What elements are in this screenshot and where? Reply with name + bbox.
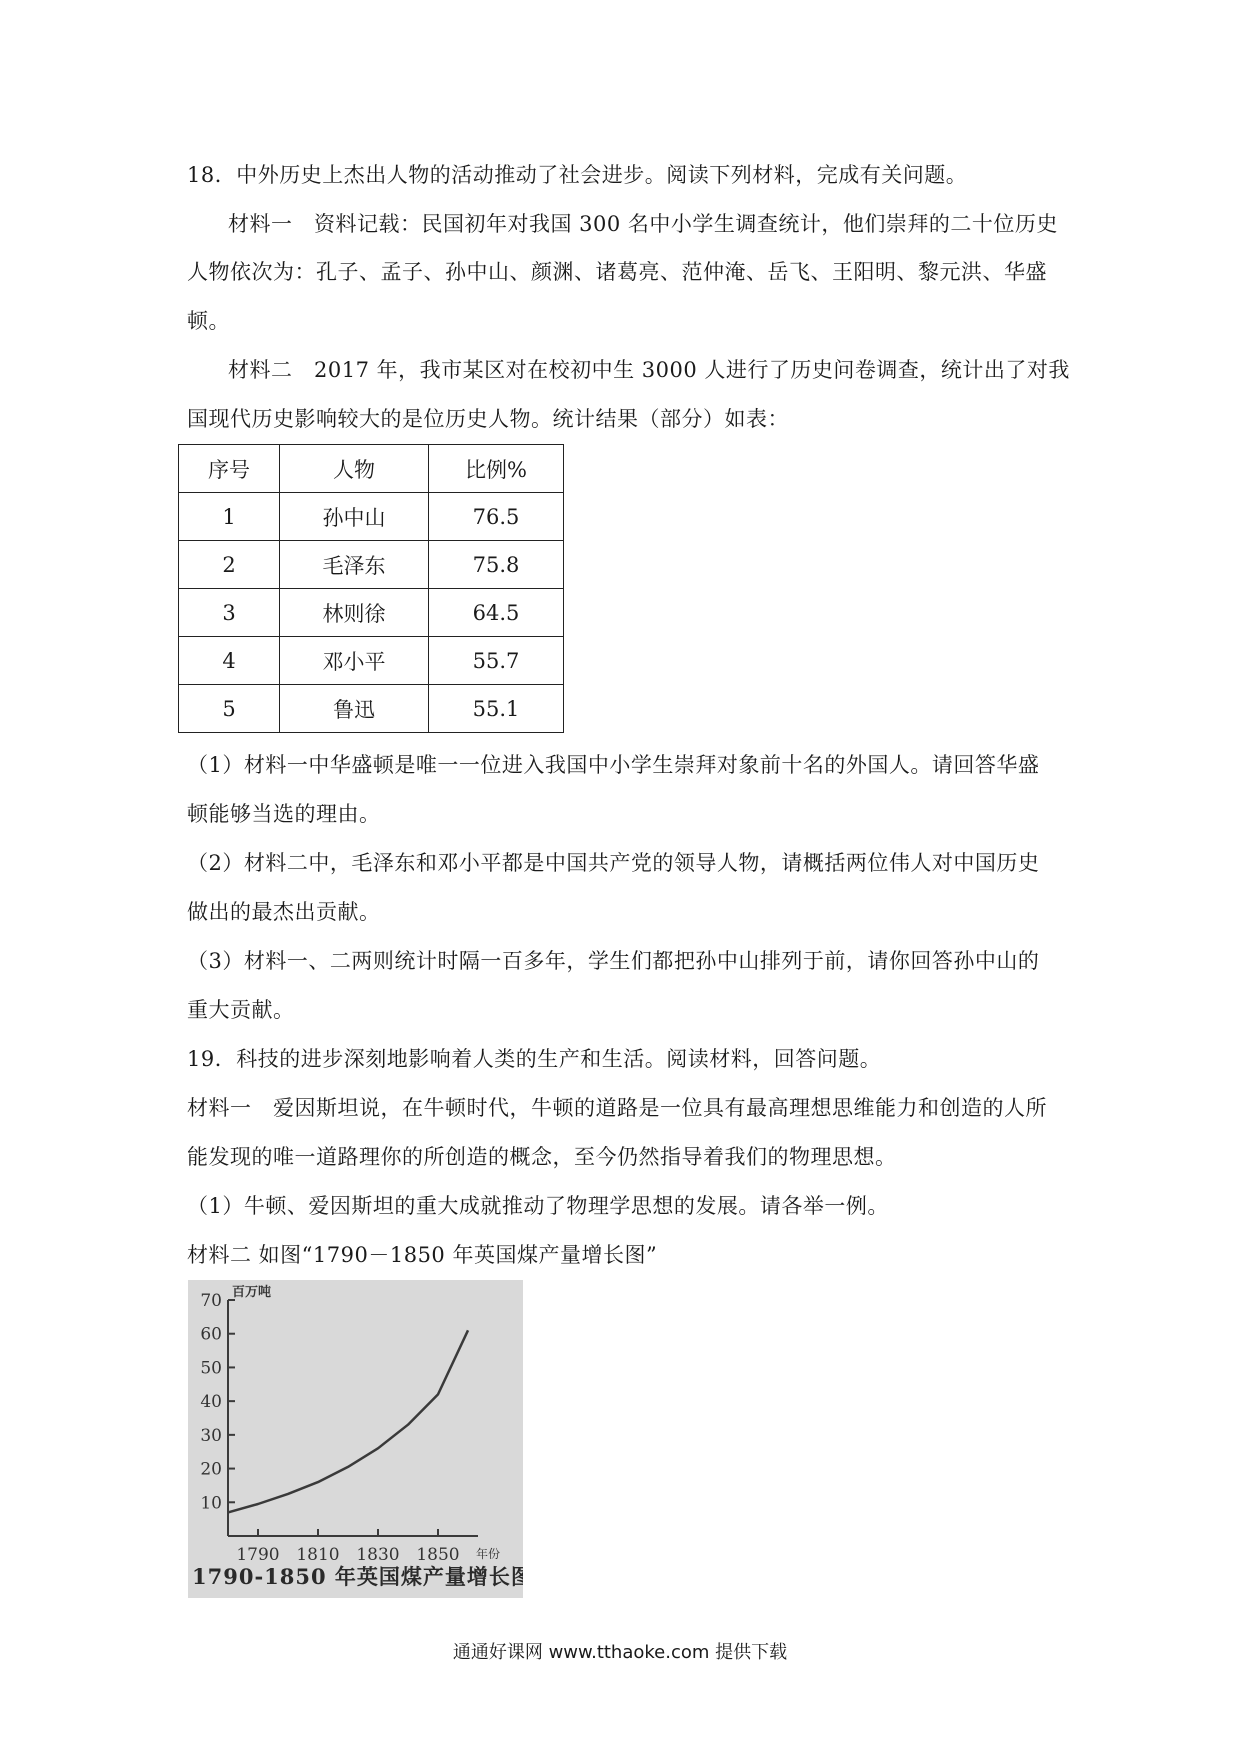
cell-ratio: 55.1 [429, 685, 564, 733]
cell-person: 孙中山 [280, 493, 429, 541]
cell-index: 3 [179, 589, 280, 637]
q18-question2-line2: 做出的最杰出贡献。 [187, 900, 381, 924]
q19-material1-line2: 能发现的唯一道路理你的所创造的概念，至今仍然指导着我们的物理思想。 [187, 1145, 897, 1169]
q19-material2: 材料二 如图“1790－1850 年英国煤产量增长图” [187, 1243, 658, 1267]
footer-source: 通通好课网 www.tthaoke.com 提供下载 [452, 1642, 788, 1663]
coal-output-line [228, 1330, 468, 1512]
table-row [179, 637, 564, 685]
cell-index: 1 [179, 493, 280, 541]
cell-index: 5 [179, 685, 280, 733]
table-header-row [179, 445, 564, 493]
q18-question3-line2: 重大贡献。 [187, 998, 295, 1022]
y-tick-label: 10 [200, 1493, 222, 1514]
x-tick-label: 1810 [296, 1545, 340, 1565]
cell-person: 林则徐 [280, 589, 429, 637]
y-axis-label: 百万吨 [232, 1285, 272, 1300]
y-tick-label: 50 [200, 1358, 222, 1379]
chart-svg [188, 1280, 523, 1598]
x-tick-label: 1850 [416, 1545, 460, 1565]
q19-stem: 19．科技的进步深刻地影响着人类的生产和生活。阅读材料，回答问题。 [187, 1047, 882, 1071]
cell-ratio: 75.8 [429, 541, 564, 589]
q19-question1: （1）牛顿、爱因斯坦的重大成就推动了物理学思想的发展。请各举一例。 [187, 1194, 889, 1218]
q18-material2-line2: 国现代历史影响较大的是位历史人物。统计结果（部分）如表： [187, 407, 789, 431]
col-header-person: 人物 [280, 445, 429, 493]
q18-question1-line2: 顿能够当选的理由。 [187, 802, 381, 826]
chart-title: 1790-1850 年英国煤产量增长图 [192, 1564, 523, 1589]
table-row [179, 589, 564, 637]
table-row [179, 541, 564, 589]
q19-material1-line1: 材料一 爱因斯坦说，在牛顿时代，牛顿的道路是一位具有最高理想思维能力和创造的人所 [187, 1096, 1047, 1120]
y-tick-label: 60 [200, 1324, 222, 1345]
coal-output-chart [188, 1280, 523, 1598]
q18-material2-line1: 材料二 2017 年，我市某区对在校初中生 3000 人进行了历史问卷调查，统计出了对我 [228, 358, 1070, 382]
table-row [179, 685, 564, 733]
col-header-index: 序号 [179, 445, 280, 493]
cell-ratio: 55.7 [429, 637, 564, 685]
cell-person: 鲁迅 [280, 685, 429, 733]
q18-question3-line1: （3）材料一、二两则统计时隔一百多年，学生们都把孙中山排列于前，请你回答孙中山的 [187, 949, 1040, 973]
x-tick-label: 1830 [356, 1545, 400, 1565]
q18-material1-line1: 材料一 资料记载：民国初年对我国 300 名中小学生调查统计，他们崇拜的二十位历史 [228, 212, 1058, 236]
q18-question2-line1: （2）材料二中，毛泽东和邓小平都是中国共产党的领导人物，请概括两位伟人对中国历史 [187, 851, 1040, 875]
q18-question1-line1: （1）材料一中华盛顿是唯一一位进入我国中小学生崇拜对象前十名的外国人。请回答华盛 [187, 753, 1040, 777]
y-tick-label: 70 [200, 1291, 222, 1311]
q18-material1-line2: 人物依次为：孔子、孟子、孙中山、颜渊、诸葛亮、范仲淹、岳飞、王阳明、黎元洪、华盛 [187, 260, 1047, 284]
cell-index: 2 [179, 541, 280, 589]
q18-material1-line3: 顿。 [187, 309, 230, 333]
y-tick-label: 20 [200, 1459, 222, 1480]
q18-stem: 18．中外历史上杰出人物的活动推动了社会进步。阅读下列材料，完成有关问题。 [187, 163, 968, 187]
y-tick-label: 40 [200, 1392, 222, 1413]
y-tick-label: 30 [200, 1425, 222, 1446]
table-row [179, 493, 564, 541]
x-tick-label: 1790 [236, 1545, 280, 1565]
x-axis-label: 年份 [476, 1547, 501, 1561]
col-header-ratio: 比例% [429, 445, 564, 493]
cell-ratio: 64.5 [429, 589, 564, 637]
cell-person: 毛泽东 [280, 541, 429, 589]
cell-person: 邓小平 [280, 637, 429, 685]
survey-table [178, 444, 564, 733]
cell-ratio: 76.5 [429, 493, 564, 541]
cell-index: 4 [179, 637, 280, 685]
